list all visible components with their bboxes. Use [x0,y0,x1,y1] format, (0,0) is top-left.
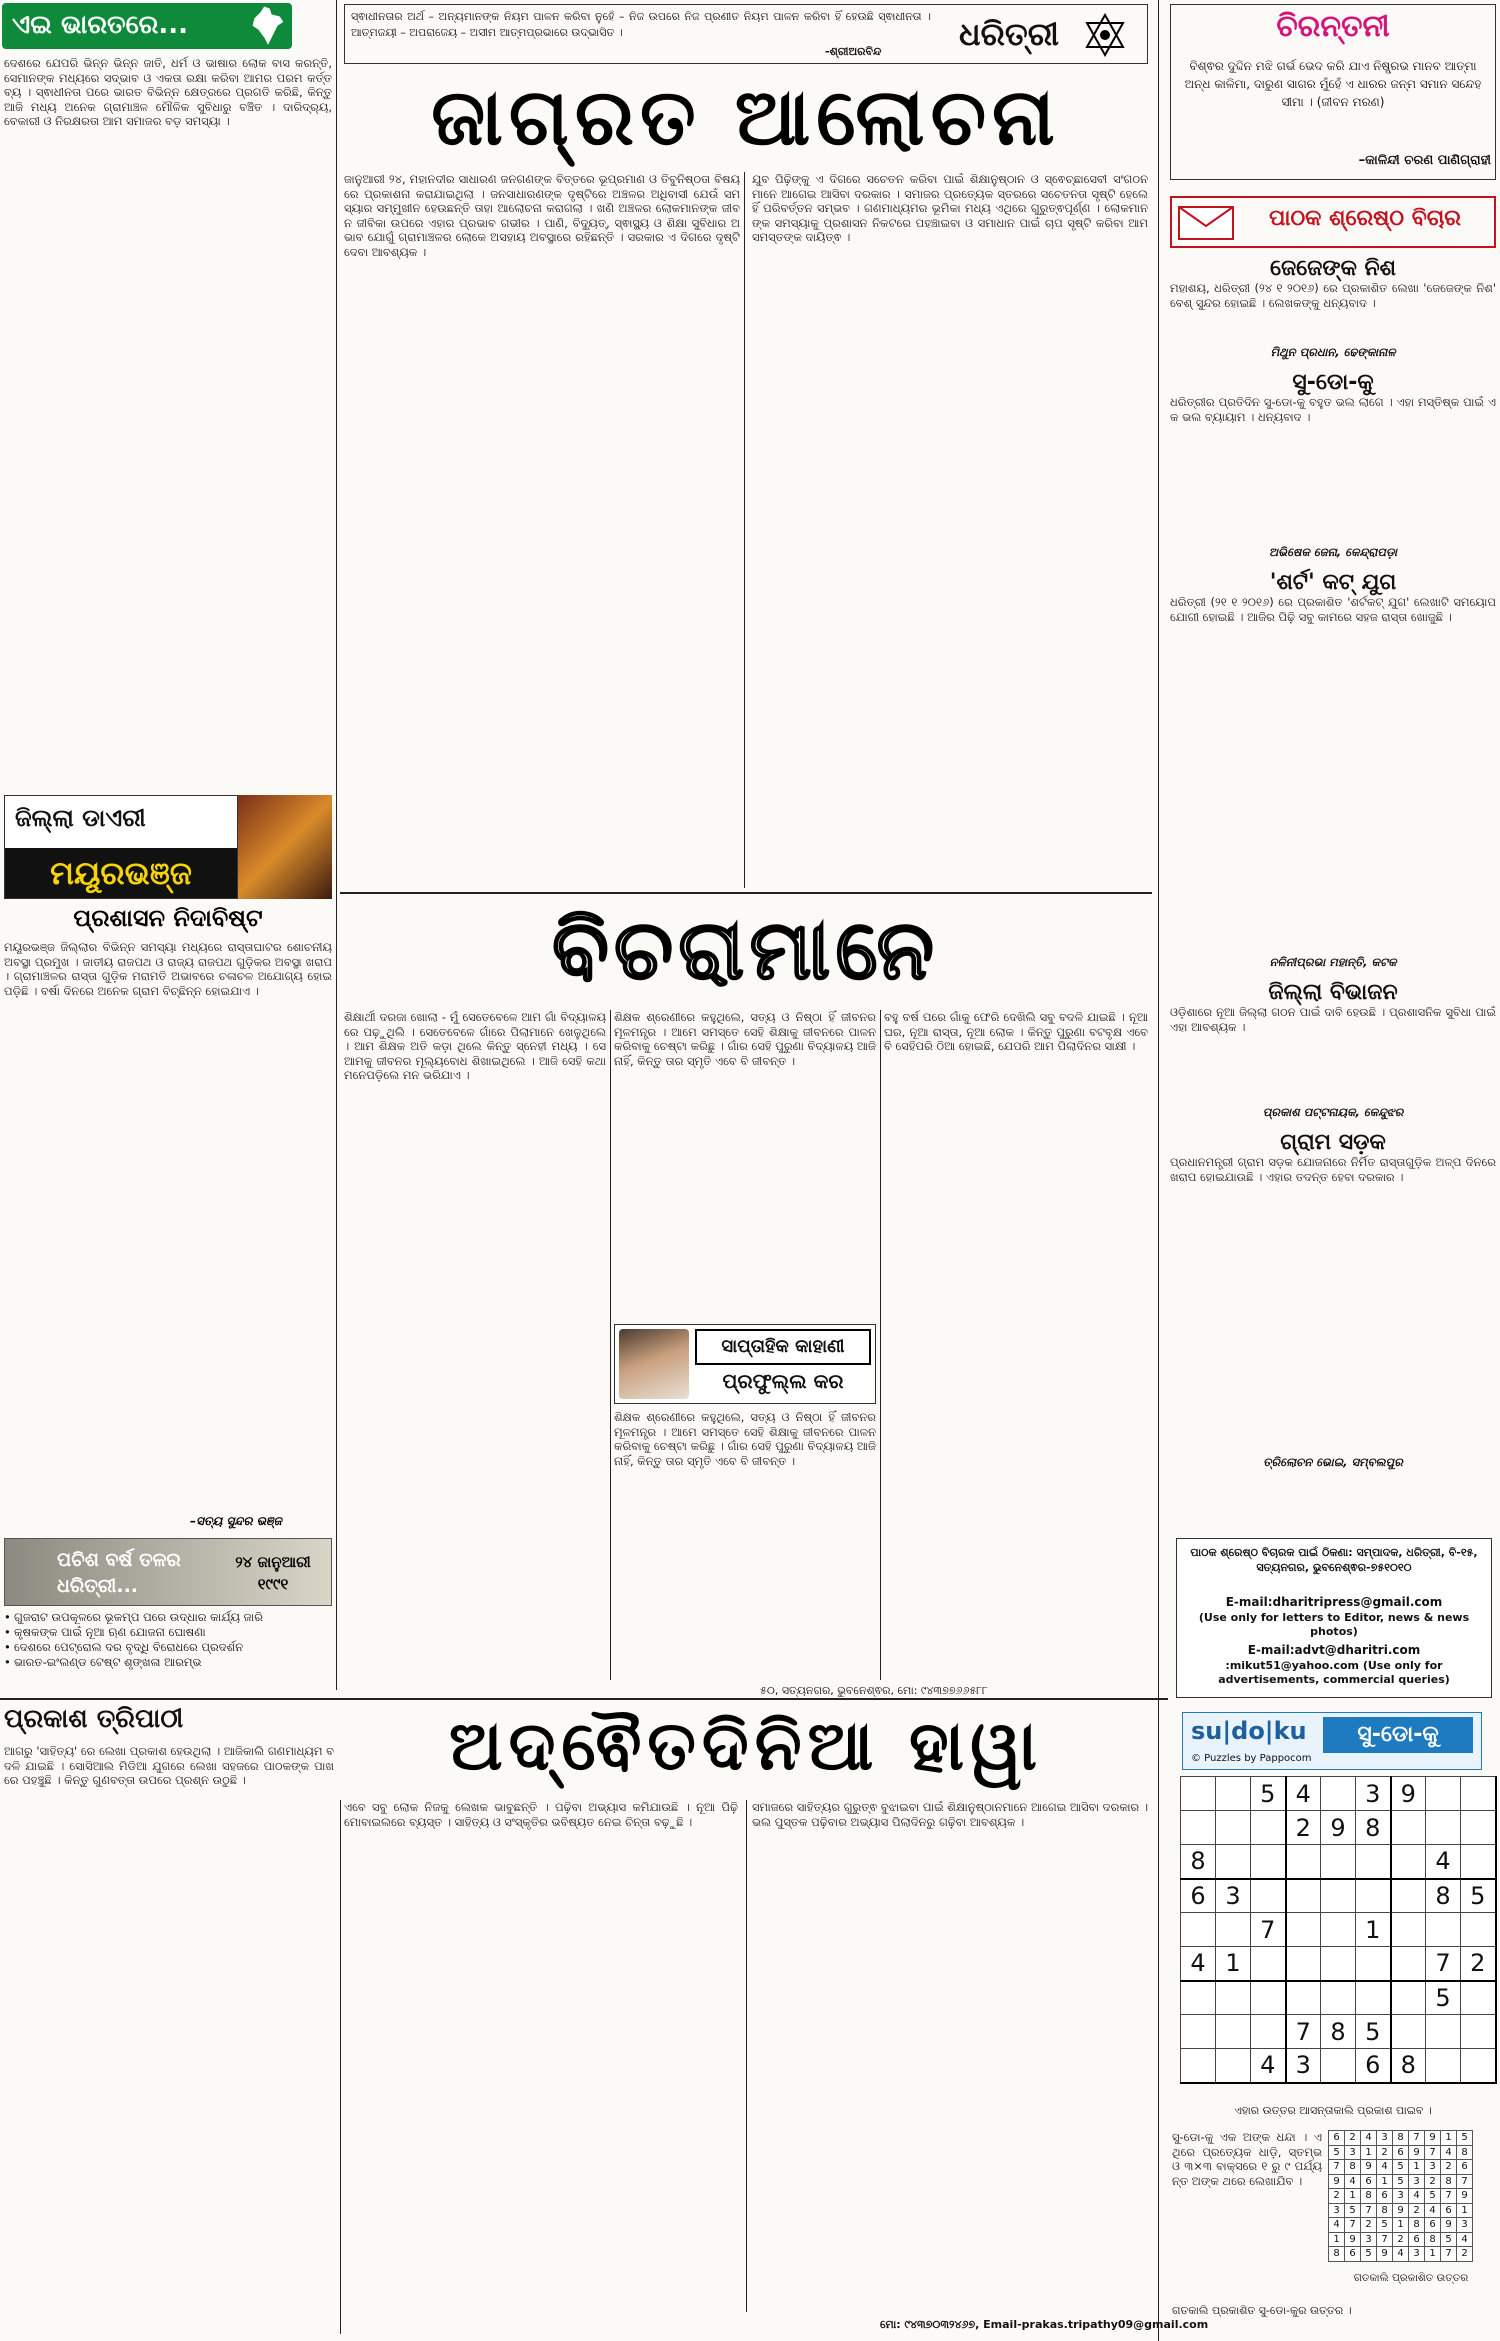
advt-email-note: :mikut51@yahoo.com (Use only for advertisements, commercial queries) [1218,1659,1450,1686]
best-letter-banner [1170,196,1496,248]
advt-email[interactable]: E-mail:advt@dharitri.com [1247,1643,1421,1657]
solution-cell: 9 [1329,2174,1345,2189]
letter-body: ପ୍ରଧାନମନ୍ତ୍ରୀ ଗ୍ରାମ ସଡ଼କ ଯୋଜନାରେ ନିର୍ମିତ ରାସ୍ତାଗୁଡ଼ିକ ଅଳ୍ପ ଦିନରେ ଖରାପ ହୋଇଯାଉଛି । ଏହାର ତଦନ୍ତ ହେବା ଦରକାର । [1170,1155,1496,1184]
solution-cell: 4 [1329,2218,1345,2233]
sudoku-cell [1286,1845,1321,1879]
district-signature: –ସତ୍ୟ ସୁନ୍ଦର ଭଞ୍ଜ [190,1514,282,1528]
sudoku-cell [1391,1913,1426,1947]
sudoku-cell: 8 [1321,2015,1356,2049]
sudoku-cell: 8 [1426,1879,1461,1913]
solution-cell: 9 [1345,2232,1361,2247]
solution-cell: 3 [1425,2160,1441,2175]
sudoku-cell: 4 [1286,1777,1321,1811]
vicharamane-col2b: ଶିକ୍ଷକ ଶ୍ରେଣୀରେ କହୁଥିଲେ, ସତ୍ୟ ଓ ନିଷ୍ଠା ହିଁ ଜୀବନର ମୂଳମନ୍ତ୍ର । ଆମେ ସମସ୍ତେ ସେହି ଶିକ୍ଷାକୁ ଜୀବନରେ ପାଳନ କରିବାକୁ ଚେଷ୍ଟା କରିଛୁ । ଗାଁର ସେହି ପୁରୁଣା ବିଦ୍ୟାଳୟ ଆଜି ନାହିଁ, କିନ୍ତୁ ତାର ସ୍ମୃତି ଏବେ ବି ଜୀବନ୍ତ । [614,1410,876,1468]
letter-body: ମହାଶୟ, ଧରିତ୍ରୀ (୨୪ ୧ ୨୦୧୬) ରେ ପ୍ରକାଶିତ ଲେଖା 'ଜେଜେଙ୍କ ନିଶ' ବେଶ୍ ସୁନ୍ଦର ହୋଇଛି । ଲେଖକଙ୍କୁ ଧନ୍ୟବାଦ । [1170,281,1496,310]
sudoku-logo-or: ସୁ-ଡୋ-କୁ [1323,1717,1473,1753]
sudoku-cell: 7 [1426,1947,1461,1981]
solution-cell: 7 [1441,2247,1457,2262]
sudoku-cell [1181,1981,1216,2015]
sudoku-cell [1181,1913,1216,1947]
solution-cell: 1 [1361,2145,1377,2160]
sudoku-solution-label: ଗତକାଲି ପ୍ରକାଶିତ ଉତ୍ତର [1353,2272,1469,2284]
story-author: ପ୍ରଫୁଲ୍ଲ କର [722,1369,844,1393]
solution-cell: 2 [1409,2203,1425,2218]
solution-cell: 4 [1425,2203,1441,2218]
divider [610,1010,611,1680]
bottom-author: ପ୍ରକାଶ ତ୍ରିପାଠୀ [4,1704,184,1734]
sudoku-cell [1321,1947,1356,1981]
solution-cell: 1 [1377,2174,1393,2189]
sudoku-cell [1461,1845,1496,1879]
sudoku-cell [1461,1981,1496,2015]
column-tag-title: ଏଇ ଭାରତରେ... [12,10,188,40]
solution-cell: 8 [1345,2160,1361,2175]
solution-cell: 2 [1425,2174,1441,2189]
vicharamane-col2: ଶିକ୍ଷକ ଶ୍ରେଣୀରେ କହୁଥିଲେ, ସତ୍ୟ ଓ ନିଷ୍ଠା ହିଁ ଜୀବନର ମୂଳମନ୍ତ୍ର । ଆମେ ସମସ୍ତେ ସେହି ଶିକ୍ଷାକୁ ଜୀବନରେ ପାଳନ କରିବାକୁ ଚେଷ୍ଟା କରିଛୁ । ଗାଁର ସେହି ପୁରୁଣା ବିଦ୍ୟାଳୟ ଆଜି ନାହିଁ, କିନ୍ତୁ ତାର ସ୍ମୃତି ଏବେ ବି ଜୀବନ୍ତ । [614,1010,876,1068]
sudoku-answer-note: ଏହାର ଉତ୍ତର ଆସନ୍ତାକାଲି ପ୍ରକାଶ ପାଇବ । [1234,2104,1432,2117]
sudoku-cell: 8 [1181,1845,1216,1879]
solution-cell: 8 [1441,2174,1457,2189]
letter-signature: ପ୍ରକାଶ ପଟ୍ଟନାୟକ, କେନ୍ଦୁଝର [1262,1105,1404,1119]
sudoku-cell: 9 [1391,1777,1426,1811]
district-diary-banner [4,795,238,899]
quote-author: -ଶ୍ରୀଅରବିନ୍ଦ [825,45,882,58]
sudoku-cell [1391,1947,1426,1981]
solution-cell: 4 [1393,2247,1409,2262]
sudoku-cell [1286,1981,1321,2015]
solution-cell: 6 [1457,2160,1473,2175]
solution-cell: 9 [1441,2218,1457,2233]
sudoku-cell [1426,2049,1461,2083]
solution-cell: 1 [1329,2232,1345,2247]
sudoku-cell: 2 [1286,1811,1321,1845]
letter-body: ଧରିତ୍ରୀର ପ୍ରତିଦିନ ସୁ-ଡୋ-କୁ ବହୁତ ଭଲ ଲାଗେ । ଏହା ମସ୍ତିଷ୍କ ପାଇଁ ଏକ ଭଲ ବ୍ୟାୟାମ । ଧନ୍ୟବାଦ । [1170,395,1496,424]
solution-cell: 6 [1345,2247,1361,2262]
list-item [1170,1130,1496,1470]
sudoku-cell [1216,1845,1251,1879]
sudoku-cell: 6 [1181,1879,1216,1913]
solution-cell: 1 [1393,2218,1409,2233]
list-item: • ଦେଶରେ ପେଟ୍ରୋଲ ଦର ବୃଦ୍ଧି ବିରୋଧରେ ପ୍ରଦର୍ଶନ [4,1640,244,1654]
sudoku-cell [1216,2015,1251,2049]
sudoku-rules: ସୁ-ଡୋ-କୁ ଏକ ଅଙ୍କ ଧନ୍ଦା । ଏଥିରେ ପ୍ରତ୍ୟେକ ଧାଡ଼ି, ସ୍ତମ୍ଭ ଓ ୩×୩ ବାକ୍ସରେ ୧ ରୁ ୯ ପର୍ଯ୍ୟନ୍ତ ଅଙ୍କ ଥରେ ଲେଖାଯିବ । [1172,2130,1322,2188]
letter-body: ଓଡ଼ିଶାରେ ନୂଆ ଜିଲ୍ଲା ଗଠନ ପାଇଁ ଦାବି ହେଉଛି । ପ୍ରଶାସନିକ ସୁବିଧା ପାଇଁ ଏହା ଆବଶ୍ୟକ । [1170,1005,1496,1034]
bottom-col3: ସମାଜରେ ସାହିତ୍ୟର ଗୁରୁତ୍ଵ ବୁଝାଇବା ପାଇଁ ଶିକ୍ଷାନୁଷ୍ଠାନମାନେ ଆଗେଇ ଆସିବା ଦରକାର । ଭଲ ପୁସ୍ତକ ପଢ଼ିବାର ଅଭ୍ୟାସ ପିଲାଦିନରୁ ଗଢ଼ିବା ଆବଶ୍ୟକ । [752,1800,1148,1829]
sudoku-cell [1321,2049,1356,2083]
list-item [1170,570,1496,970]
flashback-list [4,1610,332,1670]
solution-cell: 8 [1361,2189,1377,2204]
solution-cell: 8 [1329,2247,1345,2262]
solution-cell: 1 [1425,2247,1441,2262]
bottom-title: ଅଦ୍ଵୈତଦିନିଆ ହାୱା [448,1707,1044,1786]
sudoku-cell [1461,1811,1496,1845]
quote-text: ସ୍ଵାଧୀନତାର ଅର୍ଥ – ଅନ୍ୟମାନଙ୍କ ନିୟମ ପାଳନ କରିବା ନୁହେଁ – ନିଜ ଉପରେ ନିଜ ପ୍ରଣୀତ ନିୟମ ପାଳନ କରିବା ହିଁ ହେଉଛି ସ୍ଵାଧୀନତା । ଆତ୍ମଜୟୀ – ଅପରାଜେୟ – ଅସୀମ ଆତ୍ମପ୍ରଭାରେ ଉଦ୍ଭାସିତ । [351,10,931,39]
solution-cell: 4 [1441,2145,1457,2160]
list-item [1170,980,1496,1120]
divider [340,1800,341,2334]
sudoku-cell: 1 [1356,1913,1391,1947]
letter-title: ଜେଜେଙ୍କ ନିଶ [1269,256,1397,281]
solution-cell: 5 [1441,2232,1457,2247]
sudoku-cell: 1 [1216,1947,1251,1981]
solution-cell: 4 [1457,2232,1473,2247]
list-item: • ଭାରତ-ଇଂଲଣ୍ଡ ଟେଷ୍ଟ ଶୃଙ୍ଖଳା ଆରମ୍ଭ [4,1655,202,1669]
sudoku-cell [1461,2015,1496,2049]
sudoku-cell [1251,2015,1286,2049]
contact-email[interactable]: E-mail:dharitripress@gmail.com [1225,1595,1443,1609]
solution-cell: 5 [1425,2189,1441,2204]
district-text: ମୟୂରଭଞ୍ଜ ଜିଲ୍ଲାର ବିଭିନ୍ନ ସମସ୍ୟା ମଧ୍ୟରେ ରାସ୍ତାଘାଟର ଶୋଚନୀୟ ଅବସ୍ଥା ପ୍ରମୁଖ । ଜାତୀୟ ରାଜପଥ ଓ ରାଜ୍ୟ ରାଜପଥ ଗୁଡ଼ିକର ଅବସ୍ଥା ଖରାପ । ଗ୍ରାମାଞ୍ଚଳର ରାସ୍ତା ଗୁଡ଼ିକ ମରାମତି ଅଭାବରେ ଚଳାଚଳ ଅଯୋଗ୍ୟ ହୋଇପଡ଼ିଛି । ବର୍ଷା ଦିନରେ ଅନେକ ଗ୍ରାମ ବିଚ୍ଛିନ୍ନ ହୋଇଯାଏ । [4,940,332,998]
sudoku-logo [1182,1712,1482,1770]
solution-cell: 5 [1393,2160,1409,2175]
chirantani-box [1170,4,1496,180]
letters-list [1170,256,1496,1576]
sudoku-cell: 7 [1251,1913,1286,1947]
dancer-photo [238,795,332,899]
sudoku-cell [1321,1913,1356,1947]
solution-cell: 3 [1409,2174,1425,2189]
divider [746,1800,747,2312]
solution-cell: 9 [1361,2160,1377,2175]
solution-cell: 7 [1329,2160,1345,2175]
sudoku-cell: 9 [1321,1811,1356,1845]
solution-cell: 2 [1361,2218,1377,2233]
divider [744,172,745,888]
letter-body: ଧରିତ୍ରୀ (୨୧ ୧ ୨୦୧୬) ରେ ପ୍ରକାଶିତ 'ଶର୍ଟକଟ୍ ଯୁଗ' ଲେଖାଟି ସମୟୋପଯୋଗୀ ହୋଇଛି । ଆଜିର ପିଢ଼ି ସବୁ କାମରେ ସହଜ ରାସ୍ତା ଖୋଜୁଛି । [1170,595,1496,624]
sudoku-cell: 6 [1356,2049,1391,2083]
sudoku-credit: © Puzzles by Pappocom [1191,1753,1312,1764]
star-emblem-icon [1081,11,1129,59]
sudoku-cell [1321,1981,1356,2015]
list-item [1170,256,1496,360]
district-heading: ପ୍ରଶାସନ ନିଦାବିଷ୍ଟ [73,904,263,932]
sudoku-cell [1391,1811,1426,1845]
flashback-banner [4,1538,332,1606]
divider [0,1698,1168,1700]
dharitri-logo: ଧରିତ୍ରୀ [959,15,1059,53]
sudoku-cell [1216,2049,1251,2083]
sudoku-cell: 3 [1356,1777,1391,1811]
solution-cell: 5 [1329,2145,1345,2160]
solution-cell: 6 [1441,2203,1457,2218]
flashback-date: ୨୪ ଜାନୁଆରୀ ୧୯୯୧ [235,1553,311,1593]
sudoku-cell [1286,1879,1321,1913]
solution-cell: 1 [1409,2160,1425,2175]
sudoku-cell [1461,1913,1496,1947]
solution-cell: 3 [1361,2232,1377,2247]
sudoku-cell: 4 [1181,1947,1216,1981]
sudoku-cell [1426,1913,1461,1947]
sudoku-cell [1391,2015,1426,2049]
solution-cell: 8 [1457,2145,1473,2160]
solution-cell: 7 [1425,2145,1441,2160]
column-divider [1158,0,1159,2341]
solution-cell: 7 [1409,2131,1425,2146]
solution-cell: 5 [1393,2174,1409,2189]
divider [340,892,1152,894]
letter-signature: ମିଥୁନ ପ୍ରଧାନ, ଢେଙ୍କାନାଳ [1270,345,1396,359]
bottom-col2: ଏବେ ସବୁ ଲୋକ ନିଜକୁ ଲେଖକ ଭାବୁଛନ୍ତି । ପଢ଼ିବା ଅଭ୍ୟାସ କମିଯାଉଛି । ନୂଆ ପିଢ଼ି ମୋବାଇଲରେ ବ୍ୟସ୍ତ । ସାହିତ୍ୟ ଓ ସଂସ୍କୃତିର ଭବିଷ୍ୟତ ନେଇ ଚିନ୍ତା ବଢ଼ୁଛି । [344,1800,738,1829]
sudoku-cell: 5 [1461,1879,1496,1913]
vicharamane-col3: ବହୁ ବର୍ଷ ପରେ ଗାଁକୁ ଫେରି ଦେଖିଲି ସବୁ ବଦଳି ଯାଇଛି । ନୂଆ ଘର, ନୂଆ ରାସ୍ତା, ନୂଆ ଲୋକ । କିନ୍ତୁ ପୁରୁଣା ବଟବୃକ୍ଷ ଏବେ ବି ସେହିପରି ଠିଆ ହୋଇଛି, ଯେପରି ଆମ ପିଲାଦିନର ସାକ୍ଷୀ । [884,1010,1148,1054]
letter-title: ଜିଲ୍ଲା ବିଭାଜନ [1268,980,1398,1005]
flashback-label: ପଚିଶ ବର୍ଷ ତଳର ଧରିତ୍ରୀ... [57,1549,181,1597]
sudoku-cell [1321,1845,1356,1879]
solution-cell: 6 [1425,2218,1441,2233]
solution-cell: 4 [1361,2131,1377,2146]
sudoku-cell [1216,1811,1251,1845]
solution-cell: 1 [1457,2203,1473,2218]
solution-cell: 2 [1377,2145,1393,2160]
best-letter-title: ପାଠକ ଶ୍ରେଷ୍ଠ ବିଚାର [1269,206,1461,231]
solution-cell: 3 [1409,2247,1425,2262]
sudoku-cell [1216,1777,1251,1811]
author-photo [619,1329,689,1399]
sudoku-cell: 7 [1286,2015,1321,2049]
column-divider [336,0,337,1690]
sudoku-cell: 2 [1461,1947,1496,1981]
india-column-text: ଦେଶରେ ଯେପରି ଭିନ୍ନ ଭିନ୍ନ ଜାତି, ଧର୍ମ ଓ ଭାଷାର ଲୋକ ବାସ କରନ୍ତି, ସେମାନଙ୍କ ମଧ୍ୟରେ ସଦ୍ଭାବ ଓ ଏକତା ରକ୍ଷା କରିବା ଆମର ପରମ କର୍ତ୍ତବ୍ୟ । ସ୍ଵାଧୀନତା ପରେ ଭାରତ ବିଭିନ୍ନ କ୍ଷେତ୍ରରେ ପ୍ରଗତି କରିଛି, କିନ୍ତୁ ଆଜି ମଧ୍ୟ ଅନେକ ଗ୍ରାମାଞ୍ଚଳ ମୌଳିକ ସୁବିଧାରୁ ବଞ୍ଚିତ । ଦାରିଦ୍ର୍ୟ, ବେକାରୀ ଓ ନିରକ୍ଷରତା ଆମ ସମାଜର ବଡ଼ ସମସ୍ୟା । [4,56,332,129]
sudoku-cell: 3 [1286,2049,1321,2083]
sudoku-cell [1251,1947,1286,1981]
solution-cell: 5 [1361,2247,1377,2262]
vicharamane-footer: ୫୦, ସତ୍ୟନଗର, ଭୁବନେଶ୍ଵର, ମୋ: ୯୪୩୭୭୬୬୫୮୮ [760,1684,988,1697]
sudoku-cell [1251,1811,1286,1845]
solution-cell: 2 [1345,2131,1361,2146]
letter-title: ଗ୍ରାମ ସଡ଼କ [1280,1130,1386,1155]
sudoku-cell [1181,2015,1216,2049]
sudoku-cell: 3 [1216,1879,1251,1913]
solution-cell: 6 [1409,2232,1425,2247]
vicharamane-col1: ଶିକ୍ଷାର୍ଥୀ ଦରଜା ଖୋଲା - ମୁଁ ସେତେବେଳେ ଆମ ଗାଁ ବିଦ୍ୟାଳୟରେ ପଢ଼ୁଥିଲି । ସେତେବେଳେ ଗାଁରେ ପିଲାମାନେ ଖେଳୁଥିଲେ । ଆମ ଶିକ୍ଷକ ଅତି କଡ଼ା ଥିଲେ କିନ୍ତୁ ସ୍ନେହୀ ମଧ୍ୟ । ସେ ଆମକୁ ଜୀବନର ମୂଲ୍ୟବୋଧ ଶିଖାଇଥିଲେ । ଆଜି ସେହି କଥା ମନେପଡ଼ିଲେ ମନ ଭରିଯାଏ । [344,1010,606,1083]
quote-box [344,4,1148,64]
envelope-icon [1178,206,1234,240]
sudoku-cell [1426,2015,1461,2049]
sudoku-cell: 5 [1356,2015,1391,2049]
sudoku-logo-en: su|do|ku [1191,1717,1307,1745]
sudoku-cell [1391,1981,1426,2015]
solution-cell: 1 [1441,2131,1457,2146]
sudoku-cell [1181,1777,1216,1811]
contact-address: ପାଠକ ଶ୍ରେଷ୍ଠ ବିଚାରକ ପାଇଁ ଠିକଣା: ସମ୍ପାଦକ, ଧରିତ୍ରୀ, ବି-୧୫, ସତ୍ୟନଗର, ଭୁବନେଶ୍ଵର-୭୫୧୦୧୦ [1190,1546,1478,1574]
sudoku-cell [1391,1879,1426,1913]
sudoku-cell: 5 [1251,1777,1286,1811]
solution-cell: 2 [1441,2160,1457,2175]
sudoku-cell: 4 [1426,1845,1461,1879]
letter-title: ସୁ-ଡୋ-କୁ [1292,370,1374,395]
solution-cell: 9 [1393,2203,1409,2218]
solution-cell: 3 [1377,2131,1393,2146]
contact-email-note: (Use only for letters to Editor, news & news photos) [1198,1611,1470,1638]
story-label: ସାପ୍ତାହିକ କାହାଣୀ [695,1329,871,1365]
solution-cell: 3 [1329,2203,1345,2218]
sudoku-cell: 8 [1391,2049,1426,2083]
bottom-footer: ମୋ: ୯୪୩୭୦୩୨୪୬୭, Email-prakas.tripathy09@gmail.com [880,2318,1209,2331]
sudoku-cell: 5 [1426,1981,1461,2015]
sudoku-cell [1426,1777,1461,1811]
letter-title: 'ଶର୍ଟ' କଟ୍ ଯୁଗ [1269,570,1397,595]
editorial-col1: ଜାନୁଆରୀ ୨୪, ମହାନଦୀର ସାଧାରଣ ଜନଗଣଙ୍କ ବିତ୍ତରେ ଭୂପ୍ରମାଣ ଓ ତିବୁନିଷ୍ଠତା ବିଷୟରେ ପ୍ରକାଶନା କରାଯାଇଥିଲା । ଜନସାଧାରଣଙ୍କ ଦୃଷ୍ଟିରେ ଅଞ୍ଚଳର ଅଧିବାସୀ ଯେଉଁ ସମସ୍ୟାର ସମ୍ମୁଖୀନ ହେଉଛନ୍ତି ତାହା ଆଲୋଚନା କରାଗଲା । ଖଣି ଅଞ୍ଚଳର ଲୋକମାନଙ୍କ ଜୀବନ ଜୀବିକା ଉପରେ ଏହାର ପ୍ରଭାବ ଗଭୀର । ପାଣି, ବିଦ୍ୟୁତ୍, ସ୍ଵାସ୍ଥ୍ୟ ଓ ଶିକ୍ଷା ସୁବିଧାର ଅଭାବ ଯୋଗୁଁ ଗ୍ରାମାଞ୍ଚଳର ଲୋକେ ଅସହାୟ ଅବସ୍ଥାରେ ରହିଛନ୍ତି । ସରକାର ଏ ଦିଗରେ ଦୃଷ୍ଟି ଦେବା ଆବଶ୍ୟକ । [344,172,740,259]
sudoku-cell [1251,1981,1286,2015]
solution-cell: 9 [1409,2145,1425,2160]
solution-cell: 6 [1377,2189,1393,2204]
district-diary-label: ଜିଲ୍ଲା ଡାଏରୀ [15,804,146,832]
sudoku-cell [1286,1947,1321,1981]
solution-cell: 4 [1345,2174,1361,2189]
sudoku-cell [1461,2049,1496,2083]
solution-cell: 6 [1393,2145,1409,2160]
solution-cell: 9 [1457,2189,1473,2204]
bottom-col1: ଆଗରୁ 'ସାହିତ୍ୟ' ରେ ଲେଖା ପ୍ରକାଶ ହେଉଥିଲା । ଆଜିକାଲି ଗଣମାଧ୍ୟମ ବଦଳି ଯାଇଛି । ସୋସିଆଲ ମିଡିଆ ଯୁଗରେ ଲେଖା ସହଜରେ ପାଠକଙ୍କ ପାଖରେ ପହଞ୍ଚୁଛି । କିନ୍ତୁ ଗୁଣବତ୍ତା ଉପରେ ପ୍ରଶ୍ନ ଉଠୁଛି । [4,1744,334,1788]
solution-cell: 2 [1393,2232,1409,2247]
sudoku-footer: ଗତକାଲି ପ୍ରକାଶିତ ସୁ-ଡୋ-କୁର ଉତ୍ତର । [1172,2304,1352,2317]
solution-cell: 7 [1457,2174,1473,2189]
solution-cell: 2 [1329,2189,1345,2204]
divider [880,1010,881,1680]
contact-box [1176,1538,1492,1698]
sudoku-cell [1391,1845,1426,1879]
solution-cell: 7 [1441,2189,1457,2204]
letter-signature: ତ୍ରିଲୋଚନ ଭୋଇ, ସମ୍ବଲପୁର [1263,1455,1403,1469]
sudoku-cell: 8 [1356,1811,1391,1845]
list-item: • କୃଷକଙ୍କ ପାଇଁ ନୂଆ ଋଣ ଯୋଜନା ଘୋଷଣା [4,1625,206,1639]
solution-cell: 8 [1393,2131,1409,2146]
sudoku-cell [1356,1947,1391,1981]
sudoku-cell [1251,1879,1286,1913]
sudoku-cell [1216,1913,1251,1947]
sudoku-cell [1321,1777,1356,1811]
solution-cell: 3 [1393,2189,1409,2204]
sudoku-cell [1461,1777,1496,1811]
letter-signature: ଅଭିଷେକ ଜେନା, କେନ୍ଦ୍ରାପଡ଼ା [1268,545,1398,559]
list-item: • ଗୁଜରାଟ ଉପକୂଳରେ ଭୂକମ୍ପ ପରେ ଉଦ୍ଧାର କାର୍ଯ୍ୟ ଜାରି [4,1610,263,1624]
sudoku-cell: 4 [1251,2049,1286,2083]
solution-cell: 4 [1409,2189,1425,2204]
india-map-icon [248,4,288,48]
sudoku-cell [1426,1811,1461,1845]
solution-cell: 6 [1329,2131,1345,2146]
solution-cell: 9 [1425,2131,1441,2146]
solution-cell: 5 [1377,2218,1393,2233]
vicharamane-title: ବିଚରାମାନେ [552,903,940,998]
sudoku-cell [1356,1981,1391,2015]
chirantani-author: –କାଳିନ୍ଦୀ ଚରଣ ପାଣିଗ୍ରାହୀ [1358,153,1491,168]
chirantani-title: ଚିରନ୍ତନୀ [1276,9,1390,44]
solution-cell: 3 [1345,2145,1361,2160]
sudoku-cell [1216,1981,1251,2015]
story-box [614,1324,876,1404]
sudoku-cell [1181,2049,1216,2083]
sudoku-grid [1180,1776,1497,2084]
sudoku-cell [1251,1845,1286,1879]
sudoku-cell [1321,1879,1356,1913]
solution-cell: 9 [1377,2247,1393,2262]
solution-cell: 7 [1345,2218,1361,2233]
solution-cell: 5 [1457,2131,1473,2146]
solution-cell: 6 [1361,2174,1377,2189]
chirantani-poem: ବିଶ୍ଵର ଦୁଦ୍ଦିନ ମଝି ଗର୍ଭ ଭେଦ କରି ଯାଏ ନିଷ୍ପ୍ରଭ ମାନବ ଆତ୍ମା ଅନ୍ଧ କାଳିମା, ଦାରୁଣ ସାଗର ମୁଁହେଁ ଏ ଧାରର ଜନ୍ମ ସମାନ ସନ୍ଦେହ ସୀମା । (ଜୀବନ ମରଣ) [1184,59,1482,109]
editorial-title: ଜାଗ୍ରତ ଆଲୋଚନା [431,73,1061,163]
solution-cell: 4 [1377,2160,1393,2175]
letter-signature: ନଳିନୀପ୍ରଭା ମହାନ୍ତି, କଟକ [1269,955,1397,969]
editorial-col2: ଯୁବ ପିଢ଼ିଙ୍କୁ ଏ ଦିଗରେ ସଚେତନ କରିବା ପାଇଁ ଶିକ୍ଷାନୁଷ୍ଠାନ ଓ ସ୍ଵେଚ୍ଛାସେବୀ ସଂଗଠନମାନେ ଆଗେଇ ଆସିବା ଦରକାର । ସମାଜର ପ୍ରତ୍ୟେକ ସ୍ତରରେ ସଚେତନତା ସୃଷ୍ଟି ହେଲେ ହିଁ ପରିବର୍ତ୍ତନ ସମ୍ଭବ । ଗଣମାଧ୍ୟମର ଭୂମିକା ମଧ୍ୟ ଏଥିରେ ଗୁରୁତ୍ଵପୂର୍ଣ୍ଣ । ଲୋକମାନଙ୍କ ସମସ୍ୟାକୁ ପ୍ରଶାସନ ନିକଟରେ ପହଞ୍ଚାଇବା ଓ ସମାଧାନ ପାଇଁ ଚାପ ସୃଷ୍ଟି କରିବା ଆମ ସମସ୍ତଙ୍କ ଦାୟିତ୍ଵ । [752,172,1148,245]
solution-cell: 7 [1361,2203,1377,2218]
solution-cell: 8 [1409,2218,1425,2233]
solution-cell: 1 [1345,2189,1361,2204]
solution-cell: 3 [1457,2218,1473,2233]
solution-cell: 8 [1425,2232,1441,2247]
sudoku-cell [1356,1879,1391,1913]
sudoku-cell [1356,1845,1391,1879]
solution-cell: 2 [1457,2247,1473,2262]
solution-cell: 7 [1377,2232,1393,2247]
district-name: ମୟୂରଭଞ୍ଜ [5,848,237,898]
sudoku-cell [1181,1811,1216,1845]
solution-cell: 5 [1345,2203,1361,2218]
list-item [1170,370,1496,560]
solution-cell: 8 [1377,2203,1393,2218]
sudoku-solution [1328,2130,1473,2262]
sudoku-cell [1286,1913,1321,1947]
